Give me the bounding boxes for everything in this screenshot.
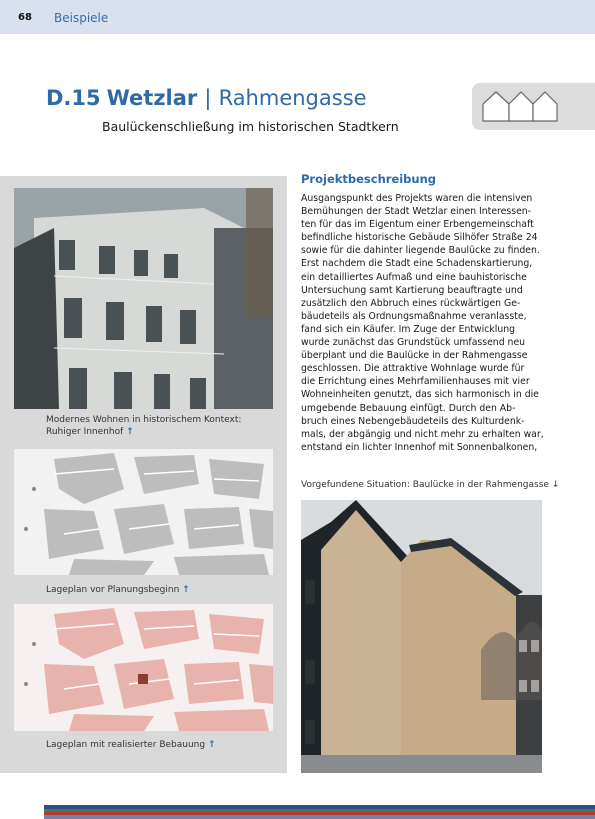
caption-photo	[46, 414, 241, 438]
subtitle: Baulückenschließung im historischen Stadtkern	[102, 119, 399, 134]
project-description	[301, 192, 549, 454]
caption-map2	[46, 739, 216, 751]
body-line: ten für das im Eigentum einer Erbengemeinschaft	[301, 219, 534, 231]
body-line: Wohneinheiten genutzt, das sich harmonisch in die	[301, 389, 539, 401]
body-line: Erst nachdem die Stadt eine Schadenskartierung,	[301, 258, 533, 270]
site-plan-after	[14, 604, 273, 731]
body-line: mals, der abgängig und nicht mehr zu erhalten war,	[301, 428, 544, 440]
title-code: D.15	[46, 86, 101, 110]
arrow-up-icon: ↑	[207, 740, 216, 750]
caption-map1	[46, 584, 190, 596]
caption-photo2	[301, 480, 559, 490]
body-line: wurde zunächst das Grundstück umfassend neu	[301, 337, 526, 349]
houses-icon	[472, 83, 595, 130]
title-city: Wetzlar	[106, 86, 198, 110]
body-line: überplant und die Baulücke in der Rahmengasse	[301, 350, 528, 362]
caption-map2-text: Lageplan mit realisierter Bebauung	[46, 740, 206, 750]
body-line: bruch eines Nebengebäudeteils des Kulturdenk-	[301, 415, 525, 427]
body-line: sowie für die dahinter liegende Baulücke zu finden.	[301, 245, 540, 257]
caption-photo-line2: Ruhiger Innenhof	[46, 427, 124, 437]
body-line: Untersuchung samt Kartierung beauftragte und	[301, 284, 523, 296]
project-site-marker	[138, 674, 148, 684]
page-title	[46, 86, 367, 110]
houses-logo	[472, 83, 595, 130]
arrow-up-icon: ↑	[182, 585, 190, 595]
body-line: befindliche historische Gebäude Silhöfer Straße 24	[301, 232, 538, 244]
section-label: Beispiele	[54, 11, 109, 25]
title-street: Rahmengasse	[218, 86, 367, 110]
site-plan-before	[14, 449, 273, 575]
body-line: bäudeteils als Ordnungsmaßnahme veranlasste,	[301, 310, 527, 322]
body-line: entstand ein lichter Innenhof mit Sonnenbalkonen,	[301, 441, 538, 453]
arrow-down-icon: ↓	[551, 480, 560, 490]
body-line: Ausgangspunkt des Projekts waren die intensiven	[301, 193, 533, 204]
body-line: fand sich ein Käufer. Im Zuge der Entwicklung	[301, 323, 516, 335]
title-separator: |	[204, 86, 212, 110]
body-line: die Errichtung eines Mehrfamilienhauses mit vier	[301, 376, 530, 388]
building-photo	[14, 188, 273, 409]
caption-photo2-text: Vorgefundene Situation: Baulücke in der Rahmengasse	[301, 480, 549, 490]
gap-situation-photo	[301, 500, 542, 773]
body-line: ein detailliertes Aufmaß und eine bauhistorische	[301, 271, 527, 283]
body-line: Bemühungen der Stadt Wetzlar einen Interessen-	[301, 206, 532, 218]
footer-stripe-purple	[44, 815, 595, 819]
body-line: geschlossen. Die attraktive Wohnlage wurde für	[301, 363, 525, 375]
arrow-up-icon: ↑	[126, 427, 134, 437]
body-line: zusätzlich den Abbruch eines rückwärtigen Ge-	[301, 297, 521, 309]
project-heading: Projektbeschreibung	[301, 172, 437, 186]
body-line: umgebende Bebauung einfügt. Durch den Ab-	[301, 402, 516, 414]
page-number: 68	[18, 12, 32, 23]
caption-photo-line1: Modernes Wohnen in historischem Kontext:	[46, 415, 242, 425]
caption-map1-text: Lageplan vor Planungsbeginn	[46, 585, 180, 595]
